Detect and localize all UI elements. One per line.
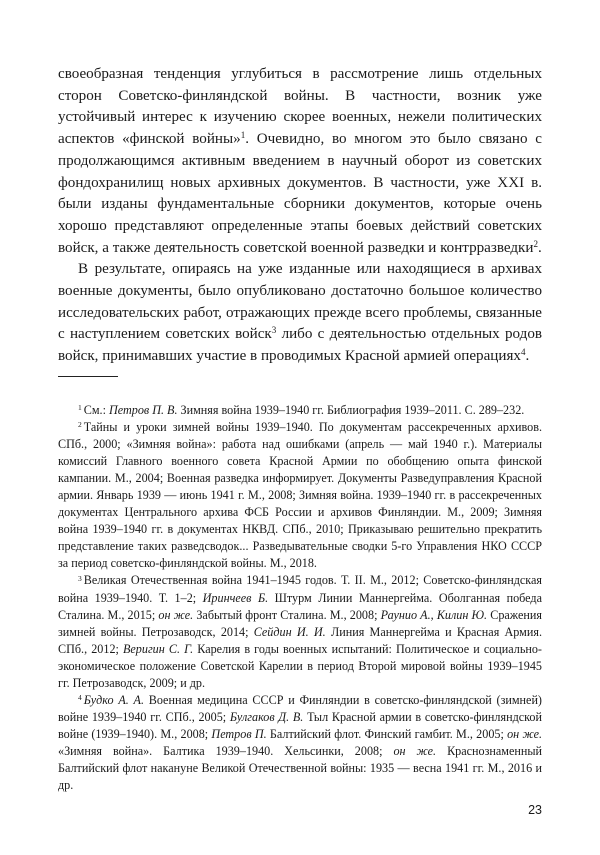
text-run: . bbox=[537, 239, 542, 256]
text-run: Тайны и уроки зимней войны 1939–1940. По документам рассекреченных архивов. СПб., 2000; «Зимняя война»: работа над ошибками (апрель — май 1940 г.). Материалы комиссий Главного военного совета Красной Армии по обобщению опыта финской кампании. М., 2004; Военная разведка информирует. Документы Разведуправления Красной армии. Январь 1939 — июнь 1941 г. М., 2008; Зимняя война. 1939–1940 гг. в рассекреченных документах Центрального архива ФСБ России и архивов Финляндии. М., 2009; Зимняя война 1939–1940 гг. в документах НКВД. СПб., 2010; Приказываю решительно прекратить представление таких разведсводок... Разведывательные сводки 5-го Управления НКО СССР за период советско-финляндской войны. М., 2018. bbox=[58, 420, 542, 571]
author-name: Иринчеев Б. bbox=[202, 590, 269, 605]
paragraph-2 bbox=[58, 259, 542, 368]
author-name: Веригин С. Г. bbox=[123, 641, 194, 656]
text-run: Линия Маннергейма и Красная Армия. СПб., 2012; bbox=[58, 624, 542, 656]
footnote-number: 2 bbox=[78, 420, 82, 430]
author-name: Сейдин И. И. bbox=[253, 624, 326, 639]
text-run: своеобразная тенденция углубиться в рассмотрение лишь отдельных сторон Советско-финляндской войны. В частности, возник уже устойчивый интерес к изучению скорее военных, нежели политических аспектов «финской войны» bbox=[58, 66, 542, 148]
footnote-text bbox=[58, 693, 542, 792]
footnote-2 bbox=[58, 419, 542, 572]
author-name: Булгаков Д. В. bbox=[229, 709, 304, 724]
footnote-number: 1 bbox=[78, 403, 82, 413]
text-run: Карелия в годы военных испытаний: Политическое и социально-экономическое положение Советской Карелии в период Второй мировой войны 1939–1945 гг. Петрозаводск, 2009; и др. bbox=[58, 641, 542, 690]
text-run: Забытый фронт Сталина. М., 2008; bbox=[193, 607, 381, 622]
paragraph-1 bbox=[58, 64, 542, 259]
footnote-text bbox=[58, 420, 542, 570]
text-run: Штурм Линии Маннергейма. Оболганная победа Сталина. М., 2015; bbox=[58, 590, 542, 622]
footnote-number: 4 bbox=[78, 693, 82, 703]
text-run: . bbox=[525, 348, 530, 365]
footnote-number: 3 bbox=[78, 573, 82, 583]
text-run: Военная медицина СССР и Финляндии в советско-финляндской (зимней) войне 1939–1940 гг. СПб., 2005; bbox=[58, 692, 542, 724]
footnote-3 bbox=[58, 572, 542, 691]
text-run: Великая Отечественная война 1941–1945 годов. Т. II. М., 2012; Советско-финляндская война 1939–1940. Т. 1–2; bbox=[58, 573, 542, 605]
author-name: Петров П. В. bbox=[109, 403, 178, 417]
author-name: Петров П. bbox=[211, 726, 267, 741]
text-run: Краснознаменный Балтийский флот накануне Великой Отечественной войны: 1935 — весна 1941 гг. М., 2016 и др. bbox=[58, 743, 542, 793]
text-run: либо с деятельностью отдельных родов войск, принимавших участие в проводимых Красной армией операциях bbox=[58, 326, 542, 365]
text-run: Сражения зимней войны. Петрозаводск, 2014; bbox=[58, 607, 542, 639]
author-name: он же. bbox=[158, 607, 194, 622]
main-text bbox=[58, 64, 542, 368]
footnote-text bbox=[58, 573, 542, 689]
text-run: Балтийский флот. Финский гамбит. М., 2005; bbox=[266, 726, 508, 741]
footnote-4 bbox=[58, 692, 542, 794]
author-name: Раунио А., Килин Ю. bbox=[380, 607, 488, 622]
footnote-ref: 2 bbox=[533, 238, 538, 249]
author-name: он же. bbox=[507, 726, 543, 741]
footnote-separator bbox=[58, 376, 118, 377]
text-run: См.: bbox=[83, 403, 109, 417]
footnote-ref: 3 bbox=[271, 325, 277, 336]
author-name: Будко А. А. bbox=[83, 692, 144, 707]
footnote-ref: 4 bbox=[520, 347, 526, 358]
text-run: Зимняя война 1939–1940 гг. Библиография 1939–2011. С. 289–232. bbox=[177, 403, 525, 417]
text-run: . Очевидно, во многом это было связано с продолжающимся активным введением в научный оборот из советских фондохранилищ новых архивных документов. В частности, уже XXI в. были изданы фундаментальные сборники документов, которые очень хорошо представляют определенные этапы боевых действий советских войск, а также деятельность советской военной разведки и контрразведки bbox=[58, 131, 542, 256]
footnote-text bbox=[84, 403, 525, 417]
text-run: «Зимняя война». Балтика 1939–1940. Хельсинки, 2008; bbox=[58, 743, 394, 758]
text-run: В результате, опираясь на уже изданные или находящиеся в архивах военные документы, было опубликовано достаточно большое количество исследовательских работ, отражающих прежде всего проблемы, связанные с наступлением советских войск bbox=[58, 261, 542, 343]
author-name: он же. bbox=[393, 743, 437, 758]
text-run: Тыл Красной армии в советско-финляндской войне (1939–1940). М., 2008; bbox=[58, 709, 542, 741]
footnote-1 bbox=[58, 402, 542, 419]
footnotes bbox=[58, 402, 542, 794]
page-number: 23 bbox=[528, 803, 542, 817]
footnote-ref: 1 bbox=[240, 130, 246, 141]
